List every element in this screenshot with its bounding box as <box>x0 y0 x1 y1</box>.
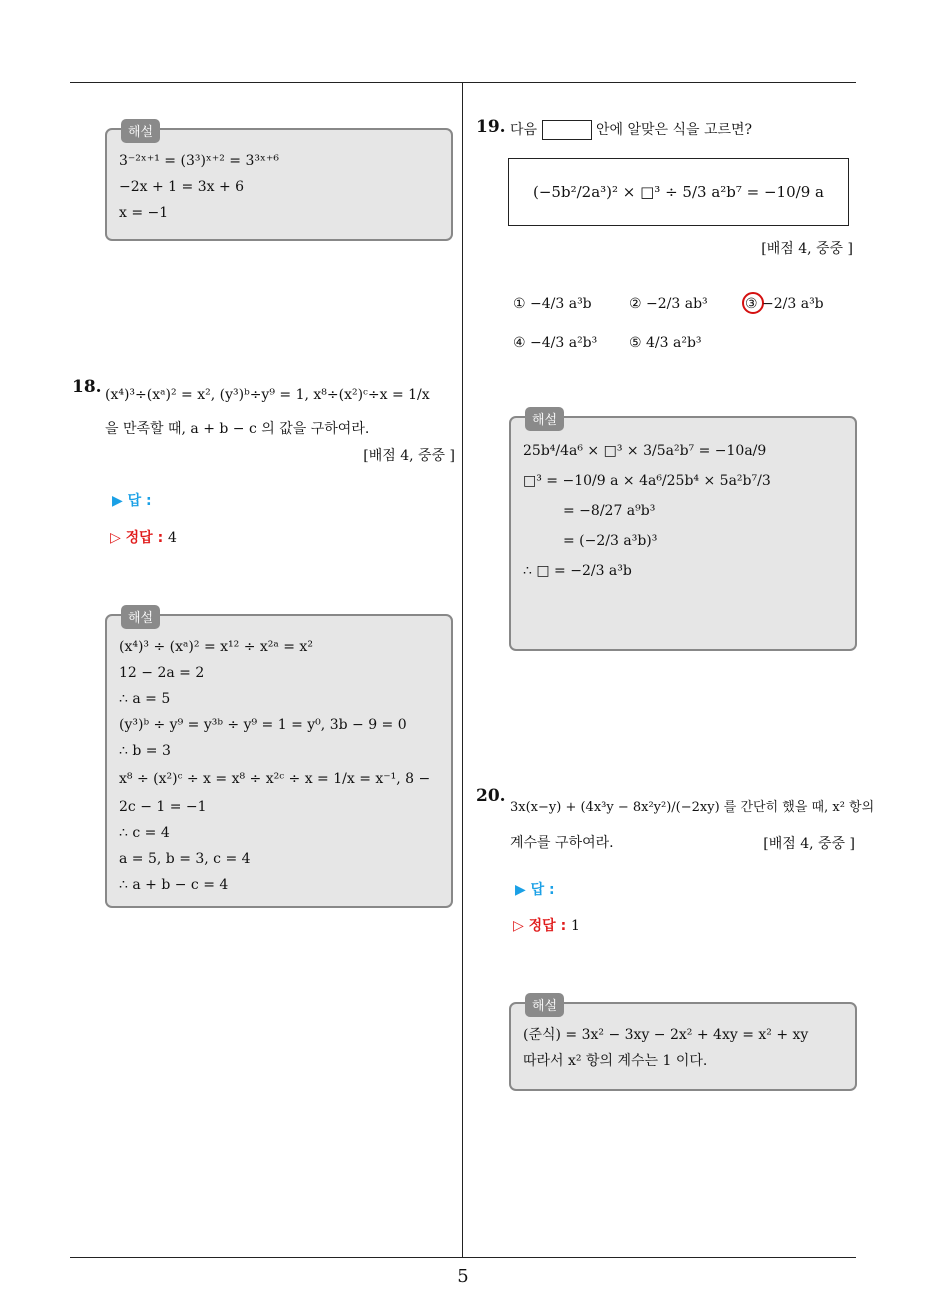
q20-answer-label: ▶ 답 : <box>515 882 555 898</box>
solution-line: = −8/27 a⁹b³ <box>563 503 656 519</box>
solution-line: ∴ □ = −2/3 a³b <box>523 563 632 579</box>
solution-line: = (−2/3 a³b)³ <box>563 533 658 549</box>
correct-label: ▷ 정답 : <box>110 530 164 546</box>
solution-line: (y³)ᵇ ÷ y⁹ = y³ᵇ ÷ y⁹ = 1 = y⁰, 3b − 9 = 0 <box>119 717 407 733</box>
q20-correct-answer <box>513 915 580 935</box>
choice-expr: −4/3 a³b <box>530 296 592 312</box>
choice-label: ⑤ <box>629 335 642 351</box>
q18-answer-label: ▶ 답 : <box>112 493 152 509</box>
solution-line: (준식) = 3x² − 3xy − 2x² + 4xy = x² + xy <box>523 1027 809 1043</box>
solution-line: ∴ c = 4 <box>119 825 170 841</box>
column-divider <box>462 82 463 1258</box>
q20-solution-box <box>509 999 857 1091</box>
q20-score: [배점 4, 중중 ] <box>763 836 855 852</box>
q18-text-line1: (x⁴)³÷(xᵃ)² = x², (y³)ᵇ÷y⁹ = 1, x⁸÷(x²)ᶜ÷x = 1/x <box>105 387 430 403</box>
solution-line: 12 − 2a = 2 <box>119 665 205 681</box>
solution-line: 따라서 x² 항의 계수는 1 이다. <box>523 1053 708 1069</box>
haeseol-tag: 해설 <box>525 993 564 1017</box>
page-number: 5 <box>457 1266 469 1287</box>
q18-correct-answer <box>110 527 177 547</box>
q19-formula-box <box>508 158 849 226</box>
choice-4[interactable] <box>513 335 597 351</box>
answer-blank <box>542 120 592 140</box>
q19-text-after: 안에 알맞은 식을 고르면? <box>595 122 753 138</box>
q20-text-line1: 3x(x−y) + (4x³y − 8x²y²)/(−2xy) 를 간단히 했을 때, x² 항의 <box>510 800 875 815</box>
haeseol-tag: 해설 <box>121 605 160 629</box>
choice-expr: 4/3 a²b³ <box>646 335 702 351</box>
q20-text-line2: 계수를 구하여라. <box>510 835 614 851</box>
choice-label: ① <box>513 296 526 312</box>
haeseol-tag: 해설 <box>121 119 160 143</box>
solution-line: x⁸ ÷ (x²)ᶜ ÷ x = x⁸ ÷ x²ᶜ ÷ x = 1/x = x⁻¹, 8 − <box>119 771 431 787</box>
choice-label: ④ <box>513 335 526 351</box>
choice-expr: −2/3 a³b <box>762 296 824 312</box>
choice-label: ③ <box>745 296 758 312</box>
solution-line: x = −1 <box>119 205 169 221</box>
q17-solution-box <box>105 125 453 241</box>
correct-value: 4 <box>168 530 177 546</box>
solution-line: ∴ a = 5 <box>119 691 171 707</box>
solution-line: (x⁴)³ ÷ (xᵃ)² = x¹² ÷ x²ᵃ = x² <box>119 639 313 655</box>
solution-line: □³ = −10/9 a × 4a⁶/25b⁴ × 5a²b⁷/3 <box>523 473 771 489</box>
q18-solution-box <box>105 611 453 908</box>
choice-3[interactable] <box>745 296 824 312</box>
choice-expr: −4/3 a²b³ <box>530 335 598 351</box>
q18-text-line2: 을 만족할 때, a + b − c 의 값을 구하여라. <box>105 421 370 437</box>
haeseol-tag: 해설 <box>525 407 564 431</box>
question-number-20: 20. <box>476 786 506 806</box>
correct-label: ▷ 정답 : <box>513 918 567 934</box>
solution-line: ∴ b = 3 <box>119 743 171 759</box>
q19-solution-box <box>509 413 857 651</box>
correct-value: 1 <box>571 918 580 934</box>
solution-line: a = 5, b = 3, c = 4 <box>119 851 251 867</box>
solution-line: −2x + 1 = 3x + 6 <box>119 179 245 195</box>
choice-5[interactable] <box>629 335 702 351</box>
question-number-18: 18. <box>72 377 102 397</box>
question-number-19: 19. <box>476 117 506 137</box>
choice-1[interactable] <box>513 296 592 312</box>
choice-expr: −2/3 ab³ <box>646 296 708 312</box>
choice-label: ② <box>629 296 642 312</box>
solution-line: 2c − 1 = −1 <box>119 799 207 815</box>
q19-text-before: 다음 <box>510 122 538 138</box>
solution-line: ∴ a + b − c = 4 <box>119 877 229 893</box>
top-rule <box>70 82 856 83</box>
q18-score: [배점 4, 중중 ] <box>363 448 455 464</box>
solution-line: 25b⁴/4a⁶ × □³ × 3/5a²b⁷ = −10a/9 <box>523 443 767 459</box>
q19-score: [배점 4, 중중 ] <box>761 241 853 257</box>
choice-2[interactable] <box>629 296 708 312</box>
solution-line: 3⁻²ˣ⁺¹ = (3³)ˣ⁺² = 3³ˣ⁺⁶ <box>119 153 279 169</box>
q19-formula: (−5b²/2a³)² × □³ ÷ 5/3 a²b⁷ = −10/9 a <box>533 183 824 201</box>
q19-text <box>510 118 855 142</box>
bottom-rule <box>70 1257 856 1258</box>
